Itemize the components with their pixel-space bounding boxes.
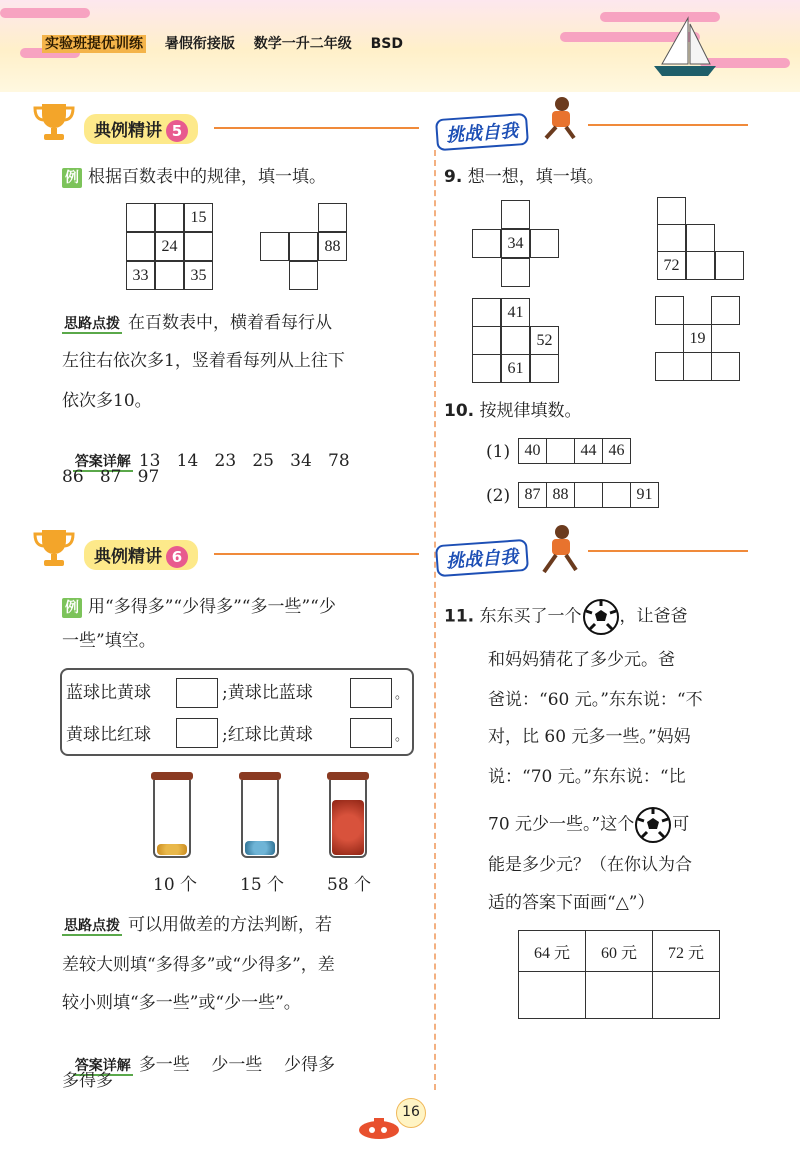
question-text: ，让爸爸 bbox=[619, 606, 688, 627]
jar-lid bbox=[327, 772, 369, 780]
grid-cell[interactable] bbox=[715, 251, 744, 280]
grid-cell: 61 bbox=[501, 354, 530, 383]
subject-title: 数学一升二年级 bbox=[253, 36, 352, 52]
example6-hint-line2: 差较大则填“多得多”或“少得多”，差 bbox=[62, 955, 335, 975]
grid-cell: 34 bbox=[501, 229, 530, 258]
column-divider bbox=[434, 150, 436, 1090]
balls-yellow bbox=[157, 844, 187, 855]
q11-line1 bbox=[444, 598, 688, 636]
fill-label: ;黄球比蓝球 bbox=[222, 683, 313, 703]
grid-cell[interactable] bbox=[472, 298, 501, 327]
example6-answer-line2: 多得多 bbox=[62, 1071, 113, 1091]
balls-red bbox=[332, 800, 364, 855]
grid-cell[interactable] bbox=[318, 203, 347, 232]
grid-cell[interactable] bbox=[530, 229, 559, 258]
grid-cell[interactable] bbox=[683, 352, 712, 381]
grid-cell[interactable] bbox=[501, 258, 530, 287]
grid-cell: 15 bbox=[184, 203, 213, 232]
hint-text: 在百数表中，横着看每行从 bbox=[128, 313, 332, 333]
example6-hint-line3: 较小则填“多一些”或“少一些”。 bbox=[62, 993, 301, 1013]
grid-cell: 19 bbox=[683, 324, 712, 353]
series-title: 实验班提优训练 bbox=[42, 35, 146, 53]
grid-cell: 33 bbox=[126, 261, 155, 290]
q11-line8: 适的答案下面画“△”） bbox=[488, 893, 655, 913]
q11-line4: 对，比 60 元多一些。”妈妈 bbox=[488, 727, 691, 747]
answer-text: 多一些 少一些 少得多 bbox=[138, 1055, 336, 1075]
answer-box[interactable] bbox=[176, 678, 218, 708]
q11-line2: 和妈妈猜花了多少元。爸 bbox=[488, 650, 675, 670]
grid-cell[interactable] bbox=[155, 261, 184, 290]
balls-blue bbox=[245, 841, 275, 855]
question-number: 11. bbox=[444, 606, 475, 627]
answer-text: 13 14 23 25 34 78 bbox=[138, 451, 350, 471]
example5-hint-line3: 依次多10。 bbox=[62, 391, 152, 411]
jar-count: 15 个 bbox=[240, 875, 285, 895]
hint-label: 思路点拨 bbox=[64, 918, 120, 934]
q10-row2-label: (2) bbox=[486, 486, 511, 506]
grid-cell[interactable] bbox=[711, 352, 740, 381]
grid-cell[interactable] bbox=[655, 296, 684, 325]
example5-question bbox=[62, 166, 326, 188]
answer-label: 答案详解 bbox=[74, 454, 131, 470]
q10-text bbox=[444, 400, 582, 422]
section-title-text: 典例精讲 bbox=[94, 547, 162, 567]
example-marker: 例 bbox=[62, 168, 82, 188]
header-text bbox=[42, 33, 417, 53]
fill-label: 蓝球比黄球 bbox=[66, 683, 151, 703]
grid-cell[interactable] bbox=[501, 326, 530, 355]
fill-end-mark: 。 bbox=[395, 687, 409, 702]
section-rule bbox=[588, 124, 748, 126]
q11-line7: 能是多少元？（在你认为合 bbox=[488, 855, 692, 875]
grid-cell[interactable] bbox=[184, 232, 213, 261]
answer-box[interactable] bbox=[176, 718, 218, 748]
page-header bbox=[0, 0, 800, 92]
section-rule bbox=[214, 127, 419, 129]
hint-text: 可以用做差的方法判断，若 bbox=[128, 915, 332, 935]
answer-cell[interactable] bbox=[519, 972, 586, 1019]
challenge-label: 挑战自我 bbox=[435, 113, 529, 151]
jar-count: 58 个 bbox=[327, 875, 372, 895]
q11-line3: 爸说：“60 元。”东东说：“不 bbox=[488, 690, 703, 710]
sailboat-icon bbox=[650, 14, 720, 82]
grid-cell: 88 bbox=[318, 232, 347, 261]
answer-label: 答案详解 bbox=[74, 1058, 131, 1074]
grid-cell[interactable] bbox=[686, 224, 715, 253]
challenge-label: 挑战自我 bbox=[435, 539, 529, 577]
section-title-example6 bbox=[84, 540, 198, 570]
runner-icon bbox=[534, 522, 582, 578]
example-marker: 例 bbox=[62, 598, 82, 618]
sequence-cell[interactable] bbox=[546, 438, 575, 464]
sequence-cell: 91 bbox=[630, 482, 659, 508]
sequence-cell: 44 bbox=[574, 438, 603, 464]
question-text: 70 元少一些。”这个 bbox=[488, 814, 635, 835]
question-text: 根据百数表中的规律，填一填。 bbox=[88, 167, 326, 187]
page-number: 16 bbox=[396, 1098, 426, 1128]
sequence-cell: 40 bbox=[518, 438, 547, 464]
example6-question-line2: 一些”填空。 bbox=[62, 631, 156, 651]
example5-hint-line1 bbox=[62, 312, 332, 335]
question-text: 想一想，填一填。 bbox=[467, 167, 604, 187]
q11-line5: 说：“70 元。”东东说：“比 bbox=[488, 767, 686, 787]
grid-cell[interactable] bbox=[472, 229, 501, 258]
section-number: 5 bbox=[166, 120, 188, 142]
soccer-ball-icon bbox=[634, 806, 672, 844]
question-number: 9. bbox=[444, 167, 463, 187]
q11-line6 bbox=[488, 806, 689, 844]
decor-cloud bbox=[0, 8, 90, 18]
grid-cell[interactable] bbox=[657, 224, 686, 253]
jar-count: 10 个 bbox=[153, 875, 198, 895]
question-text: 用“多得多”“少得多”“多一些”“少 bbox=[88, 597, 336, 617]
fill-label: 黄球比红球 bbox=[66, 725, 151, 745]
grid-cell[interactable] bbox=[530, 354, 559, 383]
price-option: 60 元 bbox=[586, 931, 653, 972]
jar-lid bbox=[151, 772, 193, 780]
question-text: 按规律填数。 bbox=[479, 401, 582, 421]
trophy-icon bbox=[32, 526, 76, 568]
grid-cell: 52 bbox=[530, 326, 559, 355]
example6-hint-line1 bbox=[62, 914, 332, 937]
grid-cell[interactable] bbox=[472, 326, 501, 355]
sequence-cell: 46 bbox=[602, 438, 631, 464]
question-number: 10. bbox=[444, 401, 475, 421]
price-option: 72 元 bbox=[653, 931, 720, 972]
grid-cell: 35 bbox=[184, 261, 213, 290]
example5-hint-line2: 左往右依次多1，竖着看每列从上往下 bbox=[62, 351, 345, 371]
hint-label: 思路点拨 bbox=[64, 316, 120, 332]
grid-cell[interactable] bbox=[126, 232, 155, 261]
answer-cell[interactable] bbox=[586, 972, 653, 1019]
answer-box[interactable] bbox=[350, 718, 392, 748]
question-text: 可 bbox=[672, 814, 690, 835]
grid-cell[interactable] bbox=[155, 203, 184, 232]
fill-label: ;红球比黄球 bbox=[222, 725, 313, 745]
q9-text bbox=[444, 166, 604, 188]
sequence-cell[interactable] bbox=[574, 482, 603, 508]
runner-icon bbox=[534, 94, 582, 142]
question-text: 东东买了一个 bbox=[479, 606, 582, 627]
section-number: 6 bbox=[166, 546, 188, 568]
jar-lid bbox=[239, 772, 281, 780]
soccer-ball-icon bbox=[582, 598, 620, 636]
q10-row1-label: (1) bbox=[486, 442, 511, 462]
grid-cell: 72 bbox=[657, 251, 686, 280]
sequence-cell: 87 bbox=[518, 482, 547, 508]
grid-cell[interactable] bbox=[686, 251, 715, 280]
grid-cell[interactable] bbox=[260, 232, 289, 261]
grid-cell[interactable] bbox=[472, 354, 501, 383]
section-rule bbox=[214, 553, 419, 555]
sequence-cell[interactable] bbox=[602, 482, 631, 508]
price-options-table bbox=[518, 930, 720, 1019]
section-title-example5 bbox=[84, 114, 198, 144]
edition-title: 暑假衔接版 bbox=[164, 36, 235, 52]
grid-cell[interactable] bbox=[501, 200, 530, 229]
example5-answer-line2: 86 87 97 bbox=[62, 467, 160, 487]
grid-cell: 24 bbox=[155, 232, 184, 261]
trophy-icon bbox=[32, 100, 76, 142]
grid-cell[interactable] bbox=[655, 352, 684, 381]
sequence-cell: 88 bbox=[546, 482, 575, 508]
answer-cell[interactable] bbox=[653, 972, 720, 1019]
answer-box[interactable] bbox=[350, 678, 392, 708]
grid-cell[interactable] bbox=[657, 197, 686, 226]
example6-question-line1 bbox=[62, 596, 336, 618]
price-option: 64 元 bbox=[519, 931, 586, 972]
grid-cell[interactable] bbox=[289, 261, 318, 290]
section-title-text: 典例精讲 bbox=[94, 121, 162, 141]
grid-cell[interactable] bbox=[711, 296, 740, 325]
grid-cell: 41 bbox=[501, 298, 530, 327]
grid-cell[interactable] bbox=[289, 232, 318, 261]
grid-cell[interactable] bbox=[126, 203, 155, 232]
edition-code: BSD bbox=[370, 36, 403, 52]
fill-end-mark: 。 bbox=[395, 729, 409, 744]
section-rule bbox=[588, 550, 748, 552]
